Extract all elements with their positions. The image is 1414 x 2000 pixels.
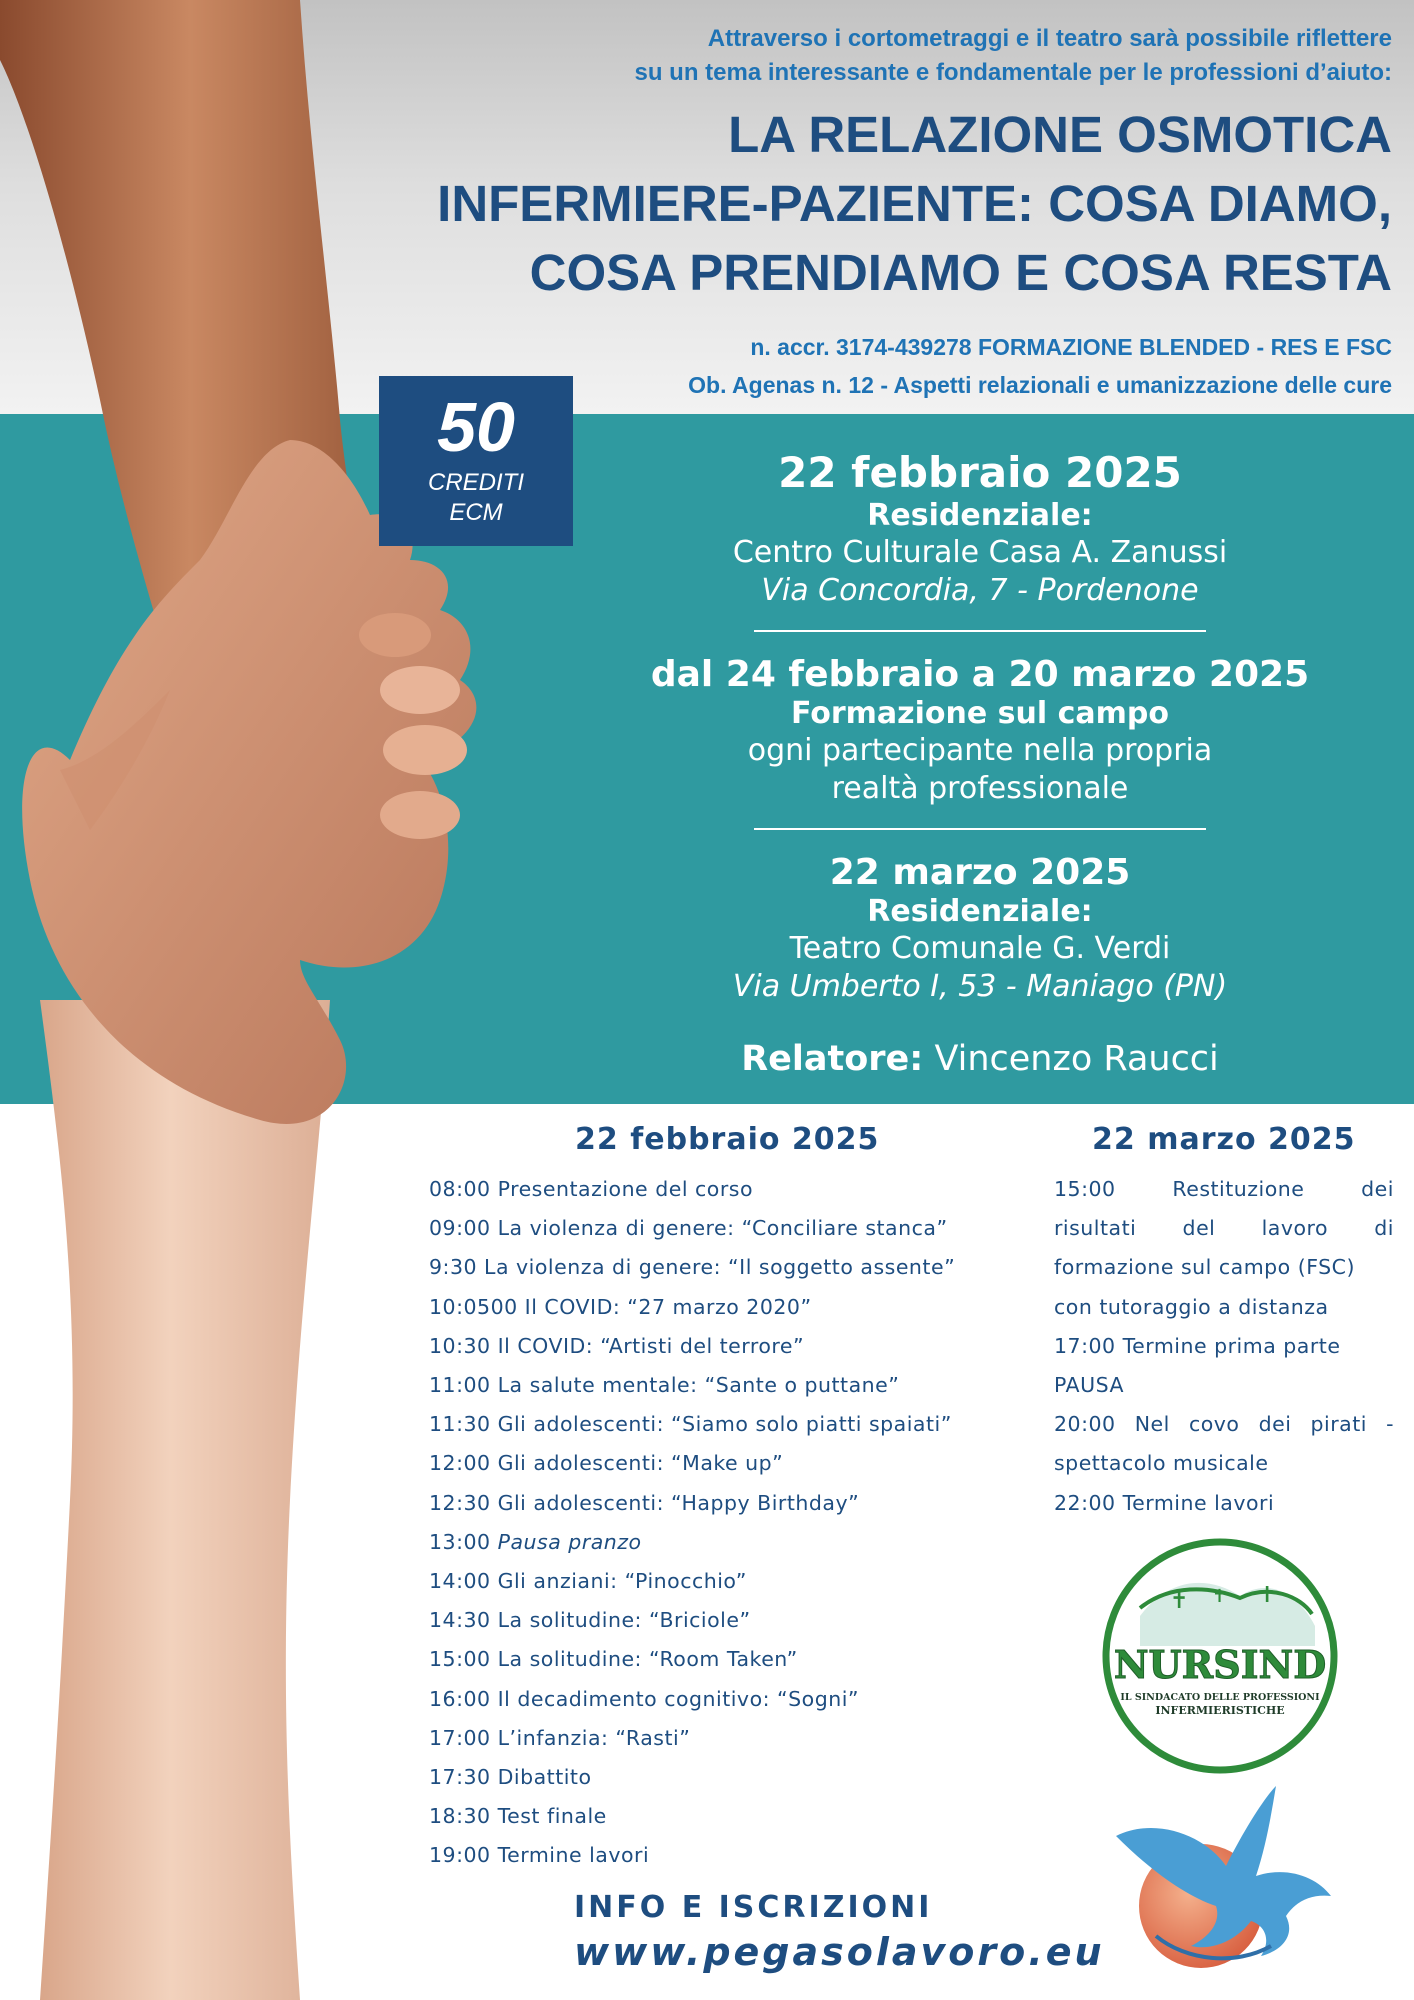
event-place: Centro Culturale Casa A. Zanussi [732, 535, 1228, 570]
event-type: Residenziale: [867, 498, 1093, 533]
title-line-1: LA RELAZIONE OSMOTICA [728, 106, 1392, 163]
event-place: ogni partecipante nella propria [747, 733, 1213, 768]
list-item: 08:00 Presentazione del corso [429, 1177, 753, 1201]
nursind-logo [1100, 1536, 1340, 1776]
event-item [620, 654, 1340, 808]
intro-text [492, 22, 1392, 90]
list-item: 18:30 Test finale [429, 1804, 607, 1829]
svg-text:✝: ✝ [1258, 1583, 1277, 1608]
event-item [620, 852, 1340, 1006]
list-item: 9:30 La violenza di genere: “Il soggetto assente” [429, 1255, 956, 1280]
credits-label-1: CREDITI [428, 469, 524, 496]
list-item: risultati del lavoro di [1054, 1216, 1394, 1241]
credits-number: 50 [437, 388, 515, 466]
list-item: formazione sul campo (FSC) [1054, 1255, 1355, 1280]
event-place: Teatro Comunale G. Verdi [789, 931, 1171, 966]
accreditation-info [492, 328, 1392, 404]
svg-text:✝: ✝ [1212, 1586, 1228, 1607]
event-item [620, 448, 1340, 610]
pegaso-logo [1096, 1776, 1346, 1976]
event-address: realtà professionale [831, 771, 1129, 806]
list-item: 19:00 Termine lavori [429, 1843, 650, 1868]
intro-line-2: su un tema interessante e fondamentale per le professioni d’aiuto: [634, 59, 1392, 86]
speaker-label: Relatore: [741, 1039, 924, 1079]
program-list-feb [429, 1170, 1039, 1876]
list-item: 11:30 Gli adolescenti: “Siamo solo piatti spaiati” [429, 1412, 952, 1437]
event-date: 22 marzo 2025 [829, 852, 1131, 893]
list-item: 14:00 Gli anziani: “Pinocchio” [429, 1569, 747, 1594]
list-item: PAUSA [1054, 1373, 1124, 1398]
nursind-tagline-2: INFERMIERISTICHE [1155, 1704, 1285, 1717]
list-item: 11:00 La salute mentale: “Sante o puttane” [429, 1373, 900, 1398]
svg-text:✝: ✝ [1170, 1589, 1189, 1614]
event-address: Via Concordia, 7 - Pordenone [761, 573, 1199, 608]
title-line-3: COSA PRENDIAMO E COSA RESTA [529, 244, 1392, 301]
list-item: con tutoraggio a distanza [1054, 1294, 1329, 1319]
accreditation-number: n. accr. 3174-439278 FORMAZIONE BLENDED - RES E FSC [750, 334, 1392, 360]
list-item: 17:00 Termine prima parte [1054, 1333, 1341, 1358]
program-heading-mar: 22 marzo 2025 [1092, 1122, 1356, 1157]
info-label: INFO E ISCRIZIONI [574, 1890, 933, 1925]
lunch-break: Pausa pranzo [497, 1529, 642, 1554]
credits-label-2: ECM [449, 499, 503, 526]
speaker [620, 1038, 1340, 1080]
agenas-objective: Ob. Agenas n. 12 - Aspetti relazionali e umanizzazione delle cure [688, 372, 1392, 398]
program-heading-feb: 22 febbraio 2025 [575, 1122, 880, 1157]
list-item: 20:00 Nel covo dei pirati - [1054, 1412, 1394, 1437]
event-type: Formazione sul campo [790, 696, 1169, 731]
credits-badge [379, 376, 573, 546]
website-link[interactable]: www.pegasolavoro.eu [574, 1930, 1105, 1974]
list-item: 10:30 Il COVID: “Artisti del terrore” [429, 1333, 805, 1358]
event-date: 22 febbraio 2025 [778, 448, 1182, 497]
nursind-name: NURSIND [1113, 1642, 1327, 1687]
list-item: 15:00 Restituzione dei [1054, 1177, 1394, 1201]
list-item: 09:00 La violenza di genere: “Conciliare stanca” [429, 1216, 948, 1241]
list-item: 16:00 Il decadimento cognitivo: “Sogni” [429, 1686, 860, 1711]
list-item: 15:00 La solitudine: “Room Taken” [429, 1647, 798, 1672]
list-item: 22:00 Termine lavori [1054, 1490, 1275, 1515]
event-date: dal 24 febbraio a 20 marzo 2025 [650, 654, 1310, 695]
event-list [620, 448, 1340, 1080]
event-divider [754, 828, 1206, 830]
list-item [429, 1523, 1039, 1562]
lunch-time: 13:00 [429, 1529, 491, 1554]
list-item: spettacolo musicale [1054, 1451, 1269, 1476]
title-line-2: INFERMIERE-PAZIENTE: COSA DIAMO, [437, 175, 1392, 232]
event-address: Via Umberto I, 53 - Maniago (PN) [732, 969, 1228, 1004]
list-item: 12:30 Gli adolescenti: “Happy Birthday” [429, 1490, 860, 1515]
event-divider [754, 630, 1206, 632]
program-list-mar [1054, 1170, 1394, 1523]
speaker-name: Vincenzo Raucci [934, 1039, 1219, 1079]
list-item: 10:0500 Il COVID: “27 marzo 2020” [429, 1294, 812, 1319]
list-item: 17:00 L’infanzia: “Rasti” [429, 1725, 691, 1750]
list-item: 12:00 Gli adolescenti: “Make up” [429, 1451, 784, 1476]
nursind-tagline-1: IL SINDACATO DELLE PROFESSIONI [1120, 1692, 1320, 1703]
page-title [392, 100, 1392, 307]
event-type: Residenziale: [867, 894, 1093, 929]
list-item: 17:30 Dibattito [429, 1765, 592, 1790]
intro-line-1: Attraverso i cortometraggi e il teatro sarà possibile riflettere [707, 25, 1392, 52]
list-item: 14:30 La solitudine: “Briciole” [429, 1608, 751, 1633]
